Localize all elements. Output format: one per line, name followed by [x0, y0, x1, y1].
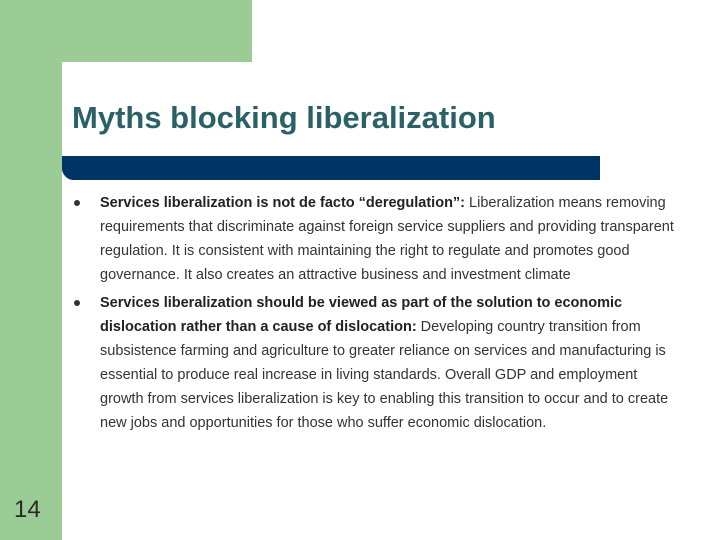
- green-accent-block-left: [0, 62, 62, 540]
- bullet-heading: Services liberalization is not de facto “deregulation”:: [100, 195, 470, 211]
- slide-title: Myths blocking liberalization: [72, 100, 496, 135]
- bullet-text: Liberalization means removing requirements that discriminate against foreign service suppliers and providing transparent regulation. It is consistent with maintaining the right to regulate and promotes good governance. It also creates an attractive business and investment climate: [100, 195, 674, 283]
- bullet-item: [74, 291, 674, 435]
- rounded-corner: [62, 62, 86, 86]
- title-underline-bar: [62, 156, 600, 180]
- bullet-dot-icon: [74, 300, 80, 306]
- bullet-item: [74, 191, 674, 287]
- bullet-dot-icon: [74, 200, 80, 206]
- green-accent-block-top: [0, 0, 252, 62]
- page-number: 14: [14, 496, 41, 523]
- bullet-text: Developing country transition from subsistence farming and agriculture to greater reliance on services and manufacturing is essential to produce real increase in living standards. Overall GDP and employment growth from services liberalization is key to enabling this transition to occur and to create new jobs and opportunities for those who suffer economic dislocation.: [100, 319, 669, 431]
- bullet-list: [74, 191, 674, 439]
- bullet-heading: Services liberalization should be viewed as part of the solution to economic dislocation rather than a cause of dislocation:: [100, 295, 623, 335]
- title-underline-bar-cap: [62, 156, 74, 180]
